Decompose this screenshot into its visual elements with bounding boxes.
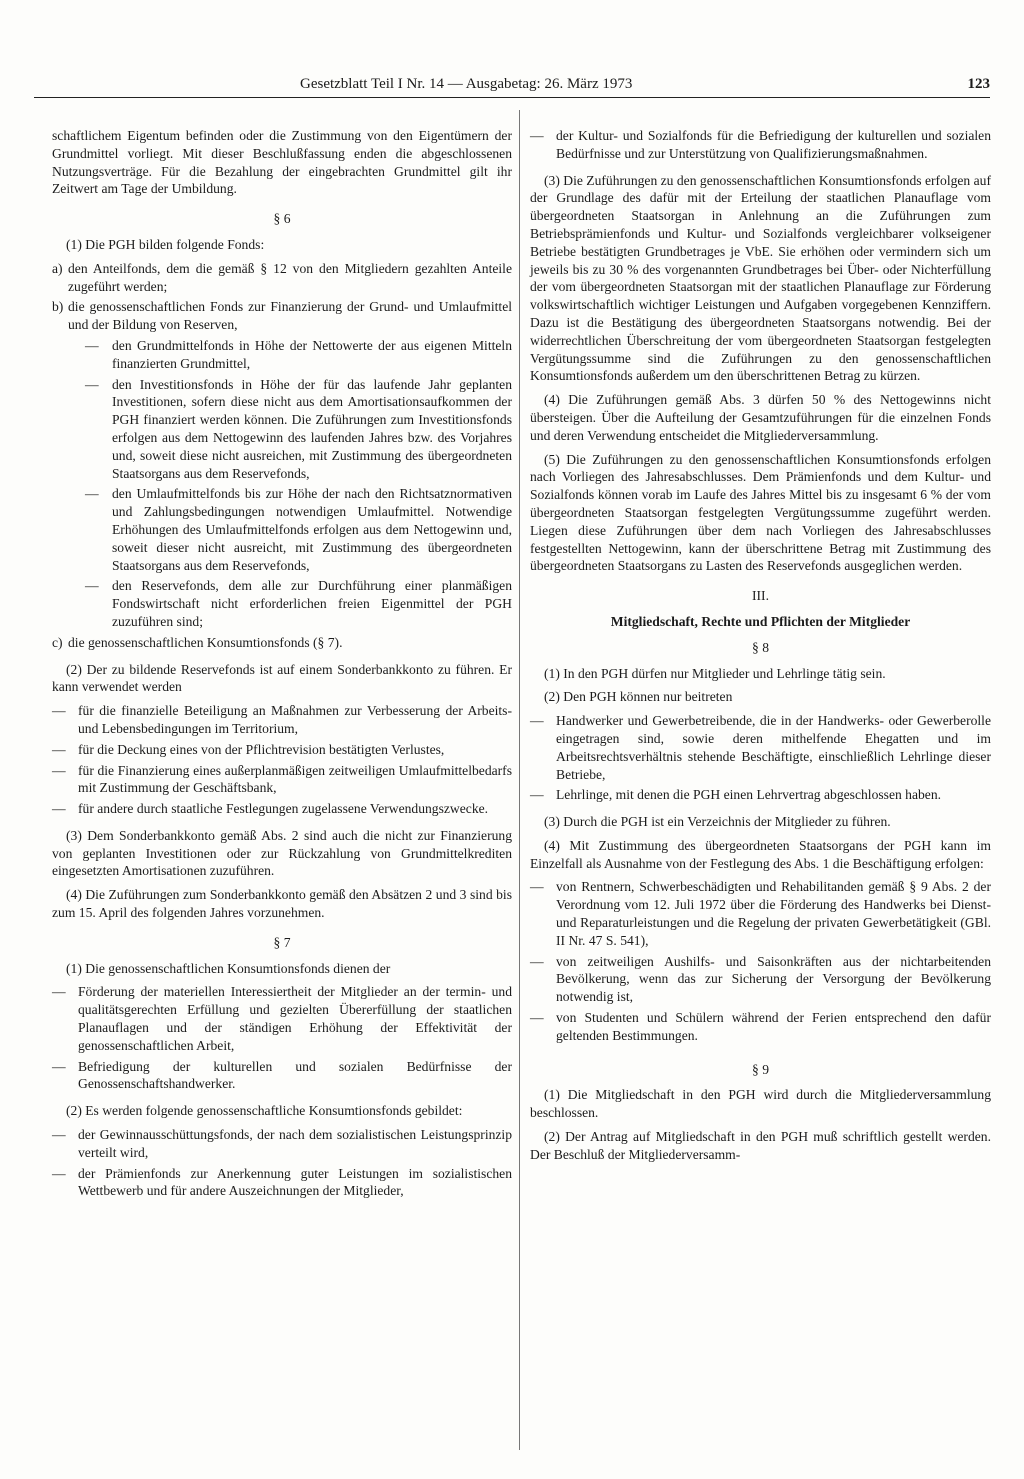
item-text: den Investitionsfonds in Höhe der für das laufende Jahr geplanten Investitionen, sofern diese nicht aus dem Amortisationsaufkommen der PGH finanziert werden können. Die Zuführungen zum Investitionsfonds erfolgen aus dem Nettogewinn des laufenden Jahres bzw. des Vorjahres und, soweit diese nicht ausreichen, mit Zustimmung des übergeordneten Staatsorgans aus dem Reservefonds, xyxy=(112,376,512,481)
dash-marker: — xyxy=(530,953,544,969)
s8-p2-item xyxy=(530,712,991,783)
dash-marker: — xyxy=(85,376,99,392)
dash-marker: — xyxy=(530,128,544,143)
item-text: den Grundmittelfonds in Höhe der Nettowerte der aus eigenen Mitteln finanzierten Grundmittel, xyxy=(112,337,512,371)
section-7-title: § 7 xyxy=(273,934,291,950)
item-text: den Reservefonds, dem alle zur Durchführung einer planmäßigen Fondswirtschaft nicht erforderlichen freien Eigenmittel der PGH zuzuführen sind; xyxy=(112,578,512,629)
section-9-title: § 9 xyxy=(752,1061,769,1077)
dash-marker: — xyxy=(530,787,544,803)
item-text: den Anteilfonds, dem die gemäß § 12 von den Mitgliedern gezahlten Anteile zugeführt werden; xyxy=(68,260,512,294)
dash-marker: — xyxy=(52,984,66,1000)
s6-paragraph-2: (2) Der zu bildende Reservefonds ist auf einem Sonderbankkonto zu führen. Er kann verwendet werden xyxy=(52,661,512,695)
s7-p2-item xyxy=(52,1126,512,1162)
page-header xyxy=(34,76,990,98)
dash-marker: — xyxy=(85,337,99,353)
item-text: Befriedigung der kulturellen und sozialen Bedürfnisse der Genossenschaftshandwerker. xyxy=(78,1058,512,1092)
item-text: der Prämienfonds zur Anerkennung guter Leistungen im sozialistischen Wettbewerb und für andere Auszeichnungen der Mitglieder, xyxy=(78,1165,512,1199)
s8-p4-item xyxy=(530,1009,991,1045)
s7-paragraph-1: (1) Die genossenschaftlichen Konsumtionsfonds dienen der xyxy=(66,960,391,976)
item-text: Lehrlinge, mit denen die PGH einen Lehrvertrag abgeschlossen haben. xyxy=(556,787,942,803)
section-8-title: § 8 xyxy=(752,639,769,655)
item-text: von Studenten und Schülern während der Ferien entsprechend den dafür geltenden Bestimmungen. xyxy=(556,1010,991,1043)
dash-marker: — xyxy=(52,703,66,719)
s6-p2-item xyxy=(52,702,512,738)
s8-paragraph-3: (3) Durch die PGH ist ein Verzeichnis der Mitglieder zu führen. xyxy=(544,814,891,830)
s9-paragraph-2: (2) Der Antrag auf Mitgliedschaft in den PGH muß schriftlich gestellt werden. Der Beschluß der Mitgliederversamm- xyxy=(530,1129,991,1162)
item-text: für die finanzielle Beteiligung an Maßnahmen zur Verbesserung der Arbeits- und Lebensbedingungen im Territorium, xyxy=(78,703,512,736)
column-divider xyxy=(519,110,520,1450)
s6-p2-item xyxy=(52,800,512,818)
dash-marker: — xyxy=(52,741,66,757)
s7-p1-item xyxy=(52,983,512,1054)
s7-p2-item xyxy=(52,1165,512,1201)
item-text: die genossenschaftlichen Konsumtionsfonds (§ 7). xyxy=(68,634,343,650)
header-rule xyxy=(34,97,990,98)
dash-marker: — xyxy=(52,762,66,778)
part-number: III. xyxy=(752,588,769,604)
s8-p4-item xyxy=(530,878,991,949)
s6-b-subitem xyxy=(85,337,512,373)
dash-marker: — xyxy=(85,486,99,502)
item-text: die genossenschaftlichen Fonds zur Finanzierung der Grund- und Umlaufmittel und der Bildung von Reserven, xyxy=(68,299,512,333)
s6-b-subitem xyxy=(85,376,512,483)
s6-p2-item xyxy=(52,741,512,759)
left-column xyxy=(52,127,512,1203)
item-text: für die Deckung eines von der Pflichtrevision bestätigten Verlustes, xyxy=(78,741,445,757)
s6-item-a xyxy=(52,260,512,296)
page-number: 123 xyxy=(967,76,990,92)
item-text: für andere durch staatliche Festlegungen zugelassene Verwendungszwecke. xyxy=(78,801,489,817)
dash-marker: — xyxy=(52,801,66,817)
s8-p4-item xyxy=(530,953,991,1006)
dash-marker: — xyxy=(530,1010,544,1026)
s6-p2-item xyxy=(52,762,512,798)
dash-marker: — xyxy=(530,879,544,895)
item-text: Handwerker und Gewerbetreibende, die in der Handwerks- oder Gewerberolle eingetragen sind, sowie deren mithelfende Ehegatten und im Arbeitsrechtsverhältnis stehende Beschäftigte, einschließlich Lehrlinge dieser Betriebe, xyxy=(556,713,991,782)
item-text: der Gewinnausschüttungsfonds, der nach dem sozialistischen Leistungsprinzip verteilt wird, xyxy=(78,1127,512,1160)
s6-paragraph-3: (3) Dem Sonderbankkonto gemäß Abs. 2 sind auch die nicht zur Finanzierung von geplanten Investitionen oder zur Rückzahlung von Grundmittelkrediten eingesetzten Amortisationen zuzuführen. xyxy=(52,827,512,879)
dash-marker: — xyxy=(52,1058,66,1074)
s6-paragraph-1: (1) Die PGH bilden folgende Fonds: xyxy=(66,236,265,252)
s7-paragraph-3: (3) Die Zuführungen zu den genossenschaftlichen Konsumtionsfonds erfolgen auf der Grundlage des dafür mit der Erteilung der staatlichen Planauflage vom übergeordneten Staatsorgan in Anlehnung an die Zuführungen zum Betriebsprämienfonds und Kultur- und Sozialfonds vergleichbarer volkseigener Betriebe bestätigten Grundbetrages je VbE. Sie erhöhen oder vermindern sich um jeweils bis zu 30 % des vorgenannten Grundbetrages bei Über- oder Nichterfüllung der vom übergeordneten Staatsorgan mit der staatlichen Planauflage zur Förderung volkswirtschaftlich wichtiger Leistungen und Aufgaben vorgegebenen Kennziffern. Dazu ist die Bestätigung des übergeordneten Staatsorgans notwendig. Bei der widerrechtlichen Überschreitung der vom übergeordneten Staatsorgan festgelegten Vergütungssumme sind die Zuführungen zu den genossenschaftlichen Konsumtionsfonds außerdem um den überschrittenen Betrag zu kürzen. xyxy=(530,172,991,384)
s6-b-subitem xyxy=(85,577,512,630)
intro-paragraph: schaftlichem Eigentum befinden oder die Zustimmung von den Eigentümern der Grundmittel vorliegt. Mit dieser Beschlußfassung enden die abgeschlossenen Nutzungsverträge. Für die Bezahlung der eingebrachten Grundmittel gilt ihr Zeitwert am Tage der Umbildung. xyxy=(52,128,512,197)
dash-marker: — xyxy=(52,1165,66,1181)
item-marker: a) xyxy=(52,260,63,276)
s8-paragraph-2: (2) Den PGH können nur beitreten xyxy=(544,689,733,705)
s6-b-subitem xyxy=(85,485,512,574)
item-text: Förderung der materiellen Interessiertheit der Mitglieder an der termin- und qualitätsgerechten Erfüllung und gezielten Übererfüllung der staatlichen Planauflagen und der ständigen Erhöhung der Effektivität der genossenschaftlichen Arbeit, xyxy=(78,984,512,1053)
s7-paragraph-4: (4) Die Zuführungen gemäß Abs. 3 dürfen 50 % des Nettogewinns nicht übersteigen. Über die Aufteilung der Gesamtzuführungen für die einzelnen Fonds und deren Verwendung entscheidet die Mitgliederversammlung. xyxy=(530,392,991,443)
right-column xyxy=(530,127,991,1170)
s8-paragraph-1: (1) In den PGH dürfen nur Mitglieder und Lehrlinge tätig sein. xyxy=(544,665,886,681)
s7-paragraph-2: (2) Es werden folgende genossenschaftliche Konsumtionsfonds gebildet: xyxy=(66,1103,463,1119)
s8-p2-item xyxy=(530,786,991,804)
item-text: von zeitweiligen Aushilfs- und Saisonkräften aus der nichtarbeitenden Bevölkerung, wenn das zur Sicherung der Versorgung der Bevölkerung notwendig ist, xyxy=(556,953,991,1005)
dash-marker: — xyxy=(530,713,544,729)
item-marker: b) xyxy=(52,299,64,315)
s6-item-b xyxy=(52,298,512,334)
s6-item-c xyxy=(52,634,512,652)
section-6-title: § 6 xyxy=(273,211,291,227)
item-text: für die Finanzierung eines außerplanmäßigen zeitweiligen Umlaufmittelbedarfs mit Zustimmung der Geschäftsbank, xyxy=(78,762,512,796)
s6-paragraph-4: (4) Die Zuführungen zum Sonderbankkonto gemäß den Absätzen 2 und 3 sind bis zum 15. April des folgenden Jahres vorzunehmen. xyxy=(52,887,512,921)
item-text: der Kultur- und Sozialfonds für die Befriedigung der kulturellen und sozialen Bedürfnisse und zur Unterstützung von Qualifizierungsmaßnahmen. xyxy=(556,128,991,161)
publication-title: Gesetzblatt Teil I Nr. 14 — Ausgabetag: 26. März 1973 xyxy=(300,76,633,92)
item-marker: c) xyxy=(52,634,63,650)
s7-p2-item xyxy=(530,127,991,163)
s8-paragraph-4: (4) Mit Zustimmung des übergeordneten Staatsorgans der PGH kann im Einzelfall als Ausnahme von der Festlegung des Abs. 1 die Beschäftigung erfolgen: xyxy=(530,837,991,871)
s9-paragraph-1: (1) Die Mitgliedschaft in den PGH wird durch die Mitgliederversammlung beschlossen. xyxy=(530,1087,991,1121)
s7-paragraph-5: (5) Die Zuführungen zu den genossenschaftlichen Konsumtionsfonds erfolgen nach Vorliegen des Jahresabschlusses. Dem Prämienfonds und dem Kultur- und Sozialfonds können vorab im Laufe des Jahres Mittel bis zu insgesamt 6 % der vom übergeordneten Staatsorgan festgelegten Vergütungssumme zugeführt werden. Liegen diese Zuführungen über dem nach Vorliegen des Jahresabschlusses festgestellten Nettogewinn, kann der überschrittene Betrag mit Zustimmung des übergeordneten Staatsorgans zu Lasten des Reservefonds ausgeglichen werden. xyxy=(530,451,991,574)
item-text: von Rentnern, Schwerbeschädigten und Rehabilitanden gemäß § 9 Abs. 2 der Verordnung vom 12. Juli 1972 über die Förderung des Handwerks bei Dienst- und Reparaturleistungen und die Regelung der privaten Gewerbetätigkeit (GBl. II Nr. 47 S. 541), xyxy=(556,879,991,948)
part-heading: Mitgliedschaft, Rechte und Pflichten der Mitglieder xyxy=(610,613,911,629)
s7-p1-item xyxy=(52,1058,512,1094)
dash-marker: — xyxy=(52,1127,66,1143)
dash-marker: — xyxy=(85,578,99,594)
item-text: den Umlaufmittelfonds bis zur Höhe der nach den Richtsatznormativen und Zahlungsbedingungen notwendigen Umlaufmittel. Notwendige Erhöhungen des Umlaufmittelfonds erfolgen aus dem Nettogewinn und, soweit dieser nicht ausreicht, mit Zustimmung des übergeordneten Staatsorgans aus dem Reservefonds, xyxy=(112,486,512,573)
